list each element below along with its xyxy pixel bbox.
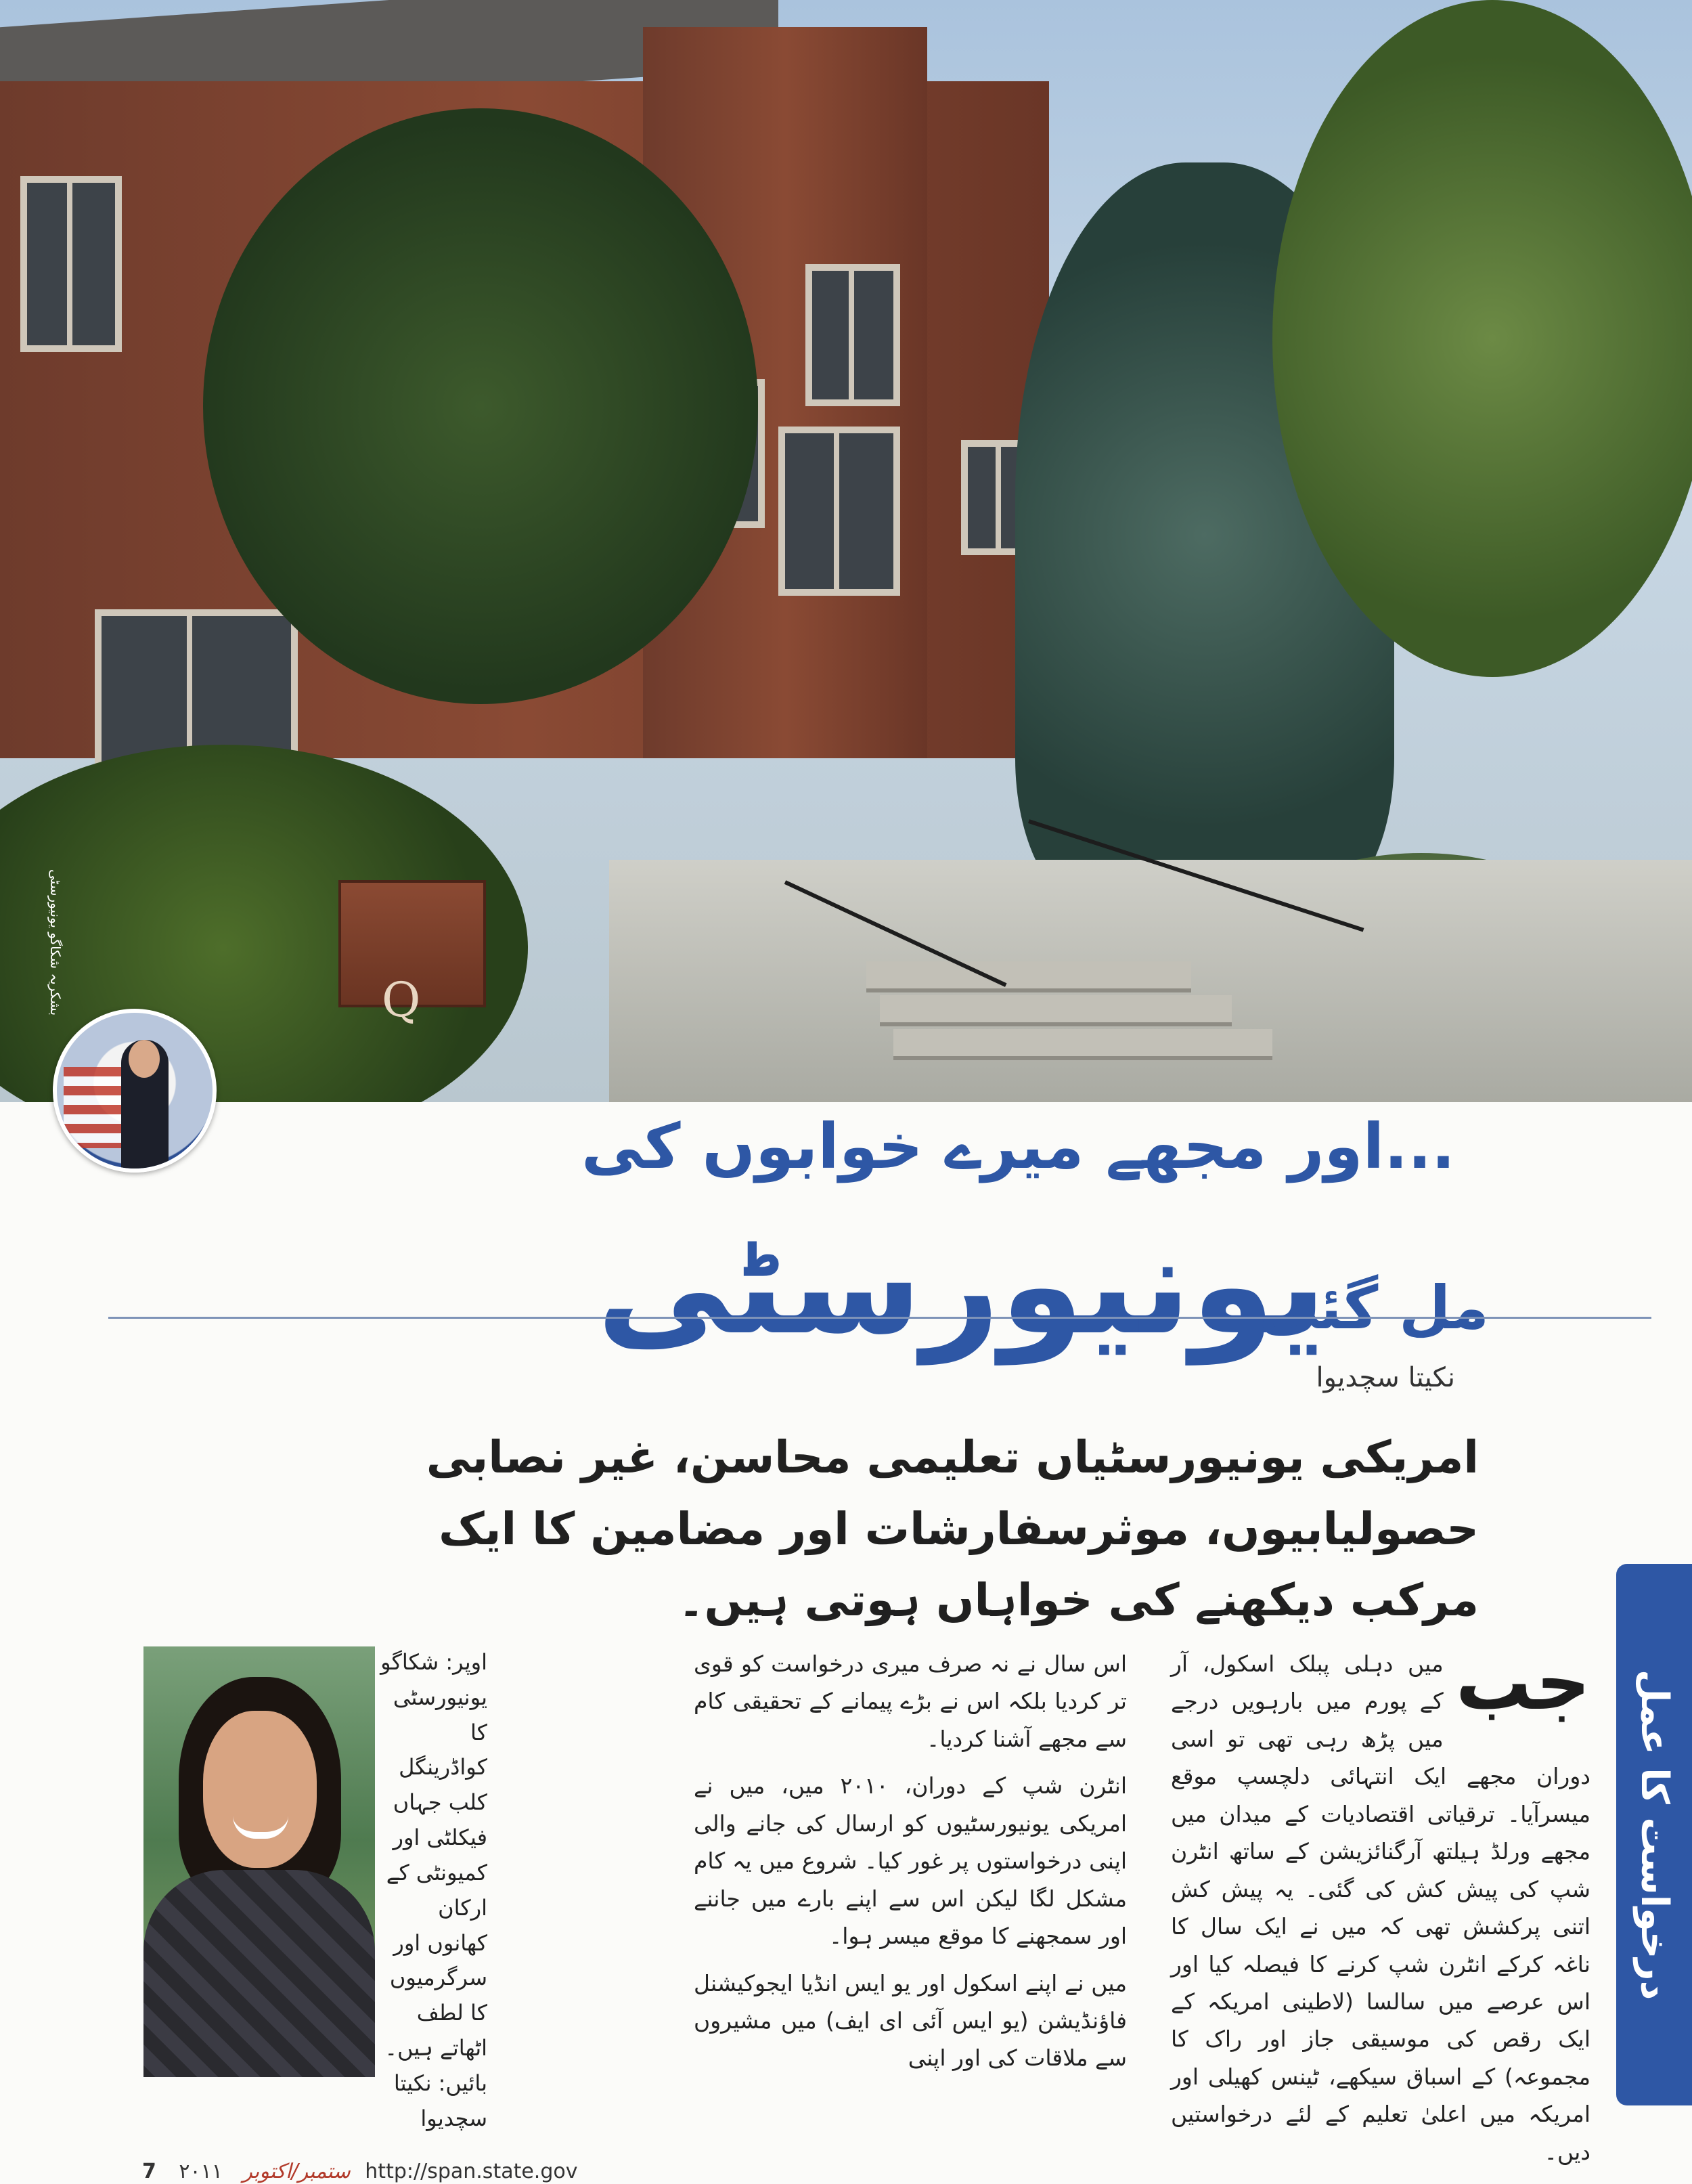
- deck-summary: امریکی یونیورسٹیاں تعلیمی محاسن، غیر نصابی حصولیابیوں، موثرسفارشات اور مضامین کا ایک مرکب دیکھنے کی خواہاں ہوتی ہیں۔: [426, 1431, 1479, 1627]
- photo-caption: اوپر: شکاگو یونیورسٹی کا کواڈرینگل کلب جہاں فیکلٹی اور کمیونٹی کے ارکان کھانوں اور سرگرمیوں کا لطف اٹھاتے ہیں۔ بائیں: نکیتا سچدیوا: [380, 1649, 487, 2131]
- section-tab: [1616, 1564, 1692, 2105]
- magazine-logo: [53, 1009, 217, 1173]
- portrait-face: [203, 1711, 317, 1868]
- stair-step: [866, 961, 1191, 992]
- website-link[interactable]: http://span.state.gov: [365, 2160, 578, 2183]
- page-footer: [142, 2160, 578, 2183]
- window: [20, 176, 122, 352]
- stair-step: [880, 995, 1232, 1026]
- author-portrait: [143, 1646, 375, 2077]
- body-paragraph: انٹرن شپ کے دوران، ۲۰۱۰ میں، میں نے امریکی یونیورسٹیوں کو ارسال کی جانے والی اپنی درخواستوں پر غور کیا۔ شروع میں یہ کام مشکل لگا لیکن اس سے اپنے بارے میں جاننے اور سمجھنے کا موقع میسر ہوا۔: [694, 1772, 1127, 1950]
- headline-tail: مل گئی: [1259, 1273, 1489, 1342]
- issue-months: ستمبر/اکتوبر: [242, 2160, 351, 2183]
- body-column-1: [1171, 1639, 1590, 2180]
- headline-line1: ...اور مجھے میرے خوابوں کی: [581, 1110, 1455, 1183]
- stair-step: [893, 1029, 1272, 1060]
- body-column-2: [694, 1645, 1127, 2087]
- window: [778, 427, 900, 596]
- section-tab-label: درخواست کا عمل: [1632, 1669, 1676, 2001]
- graduate-face: [129, 1040, 160, 1078]
- tree: [1272, 0, 1692, 677]
- quadrangle-club-sign: [338, 880, 486, 1028]
- sign-letter: Q: [382, 972, 421, 1028]
- body-paragraph: میں دہلی پبلک اسکول، آر کے پورم میں بارہویں درجے میں پڑھ رہی تھی تو اسی دوران مجھے ایک انتہائی دلچسپ موقع میسرآیا۔ ترقیاتی اقتصادیات کے میدان میں مجھے ورلڈ ہیلتھ آرگنائزیشن کے ساتھ انٹرن شپ کی پیش کش کی گئی۔ یہ پیش کش اتنی پرکشش تھی کہ میں نے ایک سال کا ناغہ کرکے انٹرن شپ کرنے کا فیصلہ کیا اور اس عرصے میں سالسا (لاطینی امریکہ کے ایک رقص کی موسیقی جاز اور راک کا مجموعہ) کے اسباق سیکھے، ٹینس کھیلی اور امریکہ میں اعلیٰ تعلیم کے لئے درخواستیں دیں۔: [1171, 1651, 1590, 2165]
- page-number: 7: [142, 2160, 156, 2183]
- headline-main: یونیورسٹی: [596, 1207, 1327, 1365]
- body-paragraph: اس سال نے نہ صرف میری درخواست کو قوی تر کردیا بلکہ اس نے بڑے پیمانے کے تحقیقی کام سے مجھے آشنا کردیا۔: [694, 1651, 1127, 1752]
- headline-rule: [108, 1317, 1651, 1319]
- portrait-shirt: [143, 1870, 375, 2077]
- drop-cap: جب: [1455, 1639, 1590, 1727]
- tree: [203, 108, 758, 704]
- body-paragraph: میں نے اپنے اسکول اور یو ایس انڈیا ایجوکیشنل فاؤنڈیشن (یو ایس آئی ای ایف) میں مشیروں سے ملاقات کی اور اپنی: [694, 1969, 1127, 2072]
- issue-year: ۲۰۱۱: [179, 2160, 223, 2183]
- author-byline: نکیتا سچدیوا: [1316, 1362, 1455, 1393]
- window: [805, 264, 900, 406]
- photo-credit: بشکریہ شکاگو یونیورسٹی: [47, 869, 64, 1015]
